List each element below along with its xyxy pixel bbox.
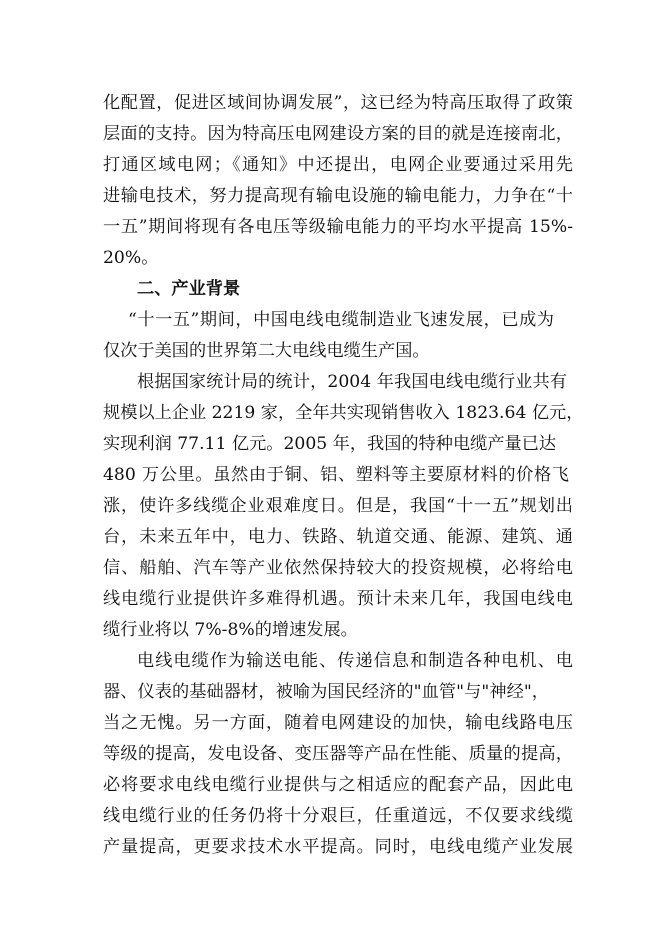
body-text-line: 化配置，促进区域间协调发展”，这已经为特高压取得了政策 [103,93,573,113]
body-text-line: 当之无愧。另一方面，随着电网建设的加快，输电线路电压 [103,713,573,733]
body-text-line: 20%。 [103,248,159,268]
body-text-line: 实现利润 77.11 亿元。2005 年，我国的特种电缆产量已达 [103,434,557,454]
body-text-line: 仅次于美国的世界第二大电线电缆生产国。 [103,341,430,361]
body-text-line: 等级的提高，发电设备、变压器等产品在性能、质量的提高， [103,744,573,764]
paragraph-first-line: “十一五”期间，中国电线电缆制造业飞速发展，已成为 [128,310,554,330]
body-text-line: 规模以上企业 2219 家，全年共实现销售收入 1823.64 亿元， [103,403,584,423]
body-text-line: 必将要求电线电缆行业提供与之相适应的配套产品，因此电 [103,775,573,795]
body-text-line: 进输电技术，努力提高现有输电设施的输电能力，力争在“十 [103,186,573,206]
body-text-line: 涨，使许多线缆企业艰难度日。但是，我国“十一五”规划出 [103,496,573,516]
body-text-line: 台，未来五年中，电力、铁路、轨道交通、能源、建筑、通 [103,527,573,547]
body-text-line: 480 万公里。虽然由于铜、铝、塑料等主要原材料的价格飞 [103,465,569,485]
body-text-line: 器、仪表的基础器材，被喻为国民经济的"血管"与"神经"， [103,682,549,702]
body-text-line: 缆行业将以 7%-8%的增速发展。 [103,620,358,640]
paragraph-first-line: 电线电缆作为输送电能、传递信息和制造各种电机、电 [137,651,573,671]
section-heading: 二、产业背景 [137,279,241,299]
paragraph-first-line: 根据国家统计局的统计，2004 年我国电线电缆行业共有 [137,372,567,392]
body-text-line: 一五”期间将现有各电压等级输电能力的平均水平提高 15%- [103,217,573,237]
body-text-line: 信、船舶、汽车等产业依然保持较大的投资规模，必将给电 [103,558,573,578]
body-text-line: 打通区域电网；《通知》中还提出，电网企业要通过采用先 [103,155,573,175]
body-text-line: 线电缆行业提供许多难得机遇。预计未来几年，我国电线电 [103,589,573,609]
body-text-line: 线电缆行业的任务仍将十分艰巨，任重道远，不仅要求线缆 [103,806,573,826]
body-text-line: 产量提高，更要求技术水平提高。同时，电线电缆产业发展 [103,837,573,857]
body-text-line: 层面的支持。因为特高压电网建设方案的目的就是连接南北， [103,124,573,144]
